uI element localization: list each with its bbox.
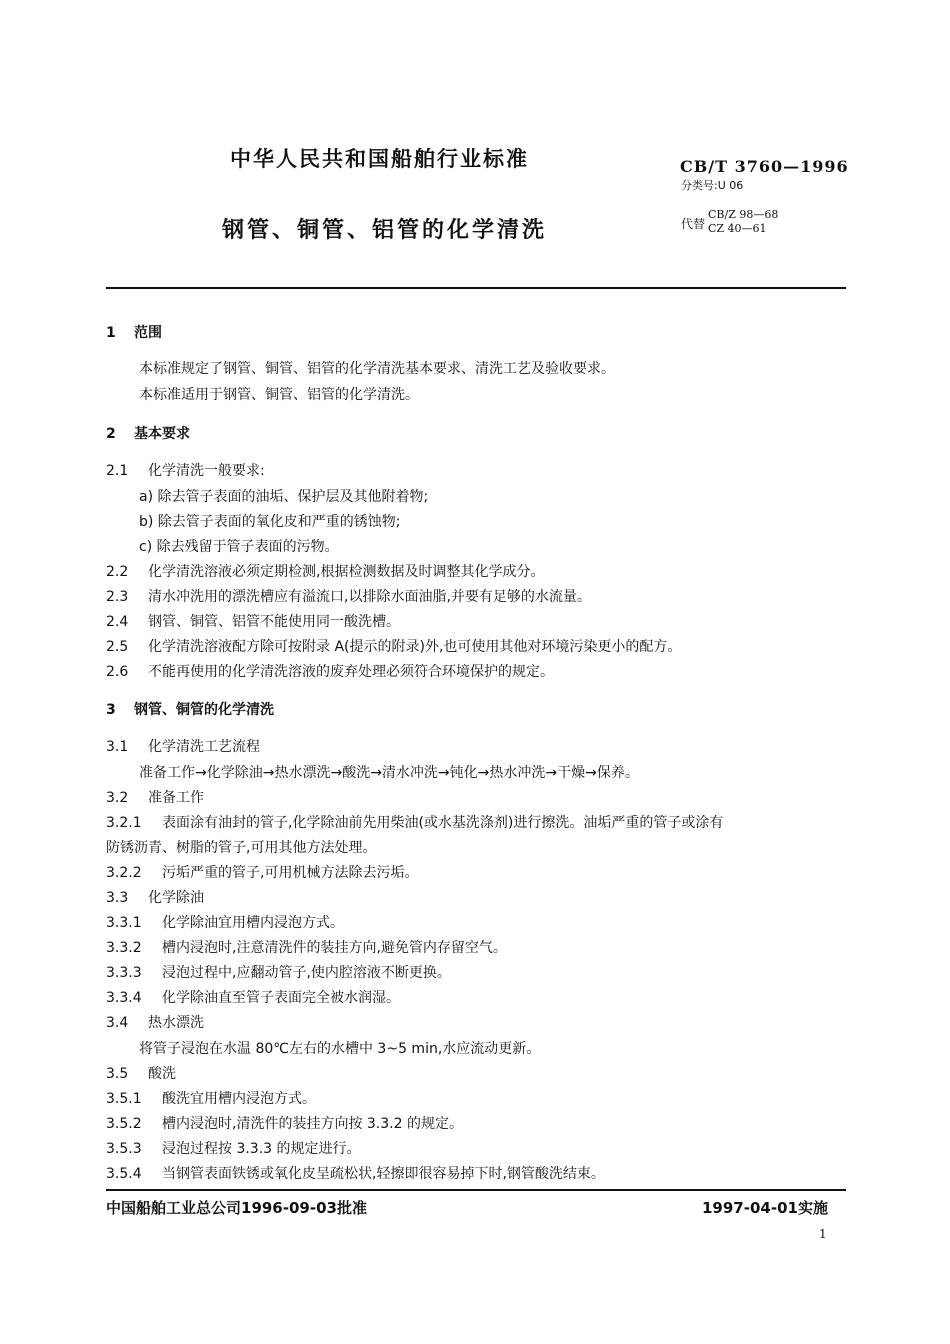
clause xyxy=(106,812,723,832)
clause-text: 化学除油直至管子表面完全被水润湿。 xyxy=(162,990,400,1006)
standard-code: CB/T 3760—1996 xyxy=(680,157,849,176)
clause-text: 清水冲洗用的漂洗槽应有溢流口,以排除水面油脂,并要有足够的水流量。 xyxy=(148,589,591,605)
clause-text: 热水漂洗 xyxy=(148,1015,204,1031)
clause xyxy=(106,912,344,932)
page-number: 1 xyxy=(819,1227,827,1241)
paragraph: 防锈沥青、树脂的管子,可用其他方法处理。 xyxy=(106,840,377,856)
clause-number: 3.5 xyxy=(106,1066,129,1082)
clause xyxy=(106,1063,176,1083)
clause-text: 浸泡过程中,应翻动管子,使内腔溶液不断更换。 xyxy=(162,965,451,981)
paragraph: 将管子浸泡在水温 80℃左右的水槽中 3~5 min,水应流动更新。 xyxy=(139,1041,541,1057)
clause xyxy=(106,611,400,631)
clause xyxy=(106,1138,361,1158)
clause-number: 3.1 xyxy=(106,739,129,755)
clause-number: 3.3.3 xyxy=(106,965,142,981)
clause-number: 3.3.2 xyxy=(106,940,142,956)
clause xyxy=(106,636,681,656)
section-heading xyxy=(106,699,274,719)
approval-statement: 中国船舶工业总公司1996-09-03批准 xyxy=(106,1199,367,1217)
clause xyxy=(106,937,507,957)
clause xyxy=(106,586,591,606)
clause-number: 3.2.2 xyxy=(106,865,142,881)
paragraph: 本标准规定了钢管、铜管、铝管的化学清洗基本要求、清洗工艺及验收要求。 xyxy=(139,361,615,377)
replaces-label: 代替 xyxy=(681,217,706,231)
replaces-code-1: CB/Z 98—68 xyxy=(708,208,779,221)
list-item: c) 除去残留于管子表面的污物。 xyxy=(139,539,339,555)
clause-number: 3.5.3 xyxy=(106,1141,142,1157)
classification-number: 分类号:U 06 xyxy=(681,179,744,192)
clause xyxy=(106,1088,316,1108)
clause-number: 3.2 xyxy=(106,790,129,806)
clause xyxy=(106,1012,204,1032)
clause xyxy=(106,987,400,1007)
clause-number: 3.5.2 xyxy=(106,1116,142,1132)
clause xyxy=(106,1163,605,1183)
clause-text: 化学清洗一般要求: xyxy=(148,463,265,479)
list-item: b) 除去管子表面的氧化皮和严重的锈蚀物; xyxy=(139,514,401,530)
clause-text: 钢管、铜管、铝管不能使用同一酸洗槽。 xyxy=(148,614,400,630)
clause-text: 化学除油 xyxy=(148,890,204,906)
org-title: 中华人民共和国船舶行业标准 xyxy=(230,147,529,171)
clause-text: 酸洗 xyxy=(148,1066,176,1082)
clause-number: 3.5.4 xyxy=(106,1166,142,1182)
footer-rule xyxy=(106,1189,846,1191)
clause xyxy=(106,862,418,882)
clause-text: 槽内浸泡时,清洗件的装挂方向按 3.3.2 的规定。 xyxy=(162,1116,463,1132)
section-number: 2 xyxy=(106,426,116,442)
clause-number: 2.6 xyxy=(106,664,129,680)
clause-text: 酸洗宜用槽内浸泡方式。 xyxy=(162,1091,316,1107)
clause-text: 槽内浸泡时,注意清洗件的装挂方向,避免管内存留空气。 xyxy=(162,940,507,956)
clause-number: 2.3 xyxy=(106,589,129,605)
paragraph: 本标准适用于钢管、铜管、铝管的化学清洗。 xyxy=(139,387,419,403)
clause-number: 2.1 xyxy=(106,463,129,479)
clause-text: 化学清洗工艺流程 xyxy=(148,739,260,755)
section-title: 基本要求 xyxy=(134,426,190,442)
section-title: 钢管、铜管的化学清洗 xyxy=(134,702,274,718)
effective-date: 1997-04-01实施 xyxy=(702,1199,828,1217)
clause xyxy=(106,460,265,480)
clause-number: 3.3.4 xyxy=(106,990,142,1006)
section-heading xyxy=(106,423,190,443)
list-item: a) 除去管子表面的油垢、保护层及其他附着物; xyxy=(139,489,429,505)
document-title: 钢管、铜管、铝管的化学清洗 xyxy=(222,218,548,243)
clause xyxy=(106,561,544,581)
clause-text: 化学清洗溶液配方除可按附录 A(提示的附录)外,也可使用其他对环境污染更小的配方。 xyxy=(148,639,682,655)
clause xyxy=(106,962,451,982)
clause-text: 当钢管表面铁锈或氧化皮呈疏松状,轻擦即很容易掉下时,钢管酸洗结束。 xyxy=(162,1166,605,1182)
clause-text: 化学除油宜用槽内浸泡方式。 xyxy=(162,915,344,931)
section-heading xyxy=(106,322,162,342)
clause xyxy=(106,787,204,807)
section-title: 范围 xyxy=(134,325,162,341)
clause-text: 准备工作 xyxy=(148,790,204,806)
clause xyxy=(106,661,554,681)
clause-number: 3.3.1 xyxy=(106,915,142,931)
clause xyxy=(106,887,204,907)
section-number: 3 xyxy=(106,702,116,718)
clause-text: 污垢严重的管子,可用机械方法除去污垢。 xyxy=(162,865,419,881)
clause-text: 化学清洗溶液必须定期检测,根据检测数据及时调整其化学成分。 xyxy=(148,564,545,580)
section-number: 1 xyxy=(106,325,116,341)
clause-number: 2.5 xyxy=(106,639,129,655)
clause-number: 3.5.1 xyxy=(106,1091,142,1107)
replaces-code-2: CZ 40—61 xyxy=(708,222,767,235)
clause-text: 不能再使用的化学清洗溶液的废弃处理必须符合环境保护的规定。 xyxy=(148,664,554,680)
clause-text: 浸泡过程按 3.3.3 的规定进行。 xyxy=(162,1141,361,1157)
clause xyxy=(106,1113,463,1133)
clause-number: 2.2 xyxy=(106,564,129,580)
paragraph: 准备工作→化学除油→热水漂洗→酸洗→清水冲洗→钝化→热水冲洗→干燥→保养。 xyxy=(139,765,639,781)
clause-number: 2.4 xyxy=(106,614,129,630)
clause xyxy=(106,736,260,756)
clause-number: 3.2.1 xyxy=(106,815,142,831)
clause-number: 3.3 xyxy=(106,890,129,906)
header-rule xyxy=(106,287,846,289)
clause-number: 3.4 xyxy=(106,1015,129,1031)
clause-text: 表面涂有油封的管子,化学除油前先用柴油(或水基洗涤剂)进行擦洗。油垢严重的管子或涂有 xyxy=(162,815,724,831)
